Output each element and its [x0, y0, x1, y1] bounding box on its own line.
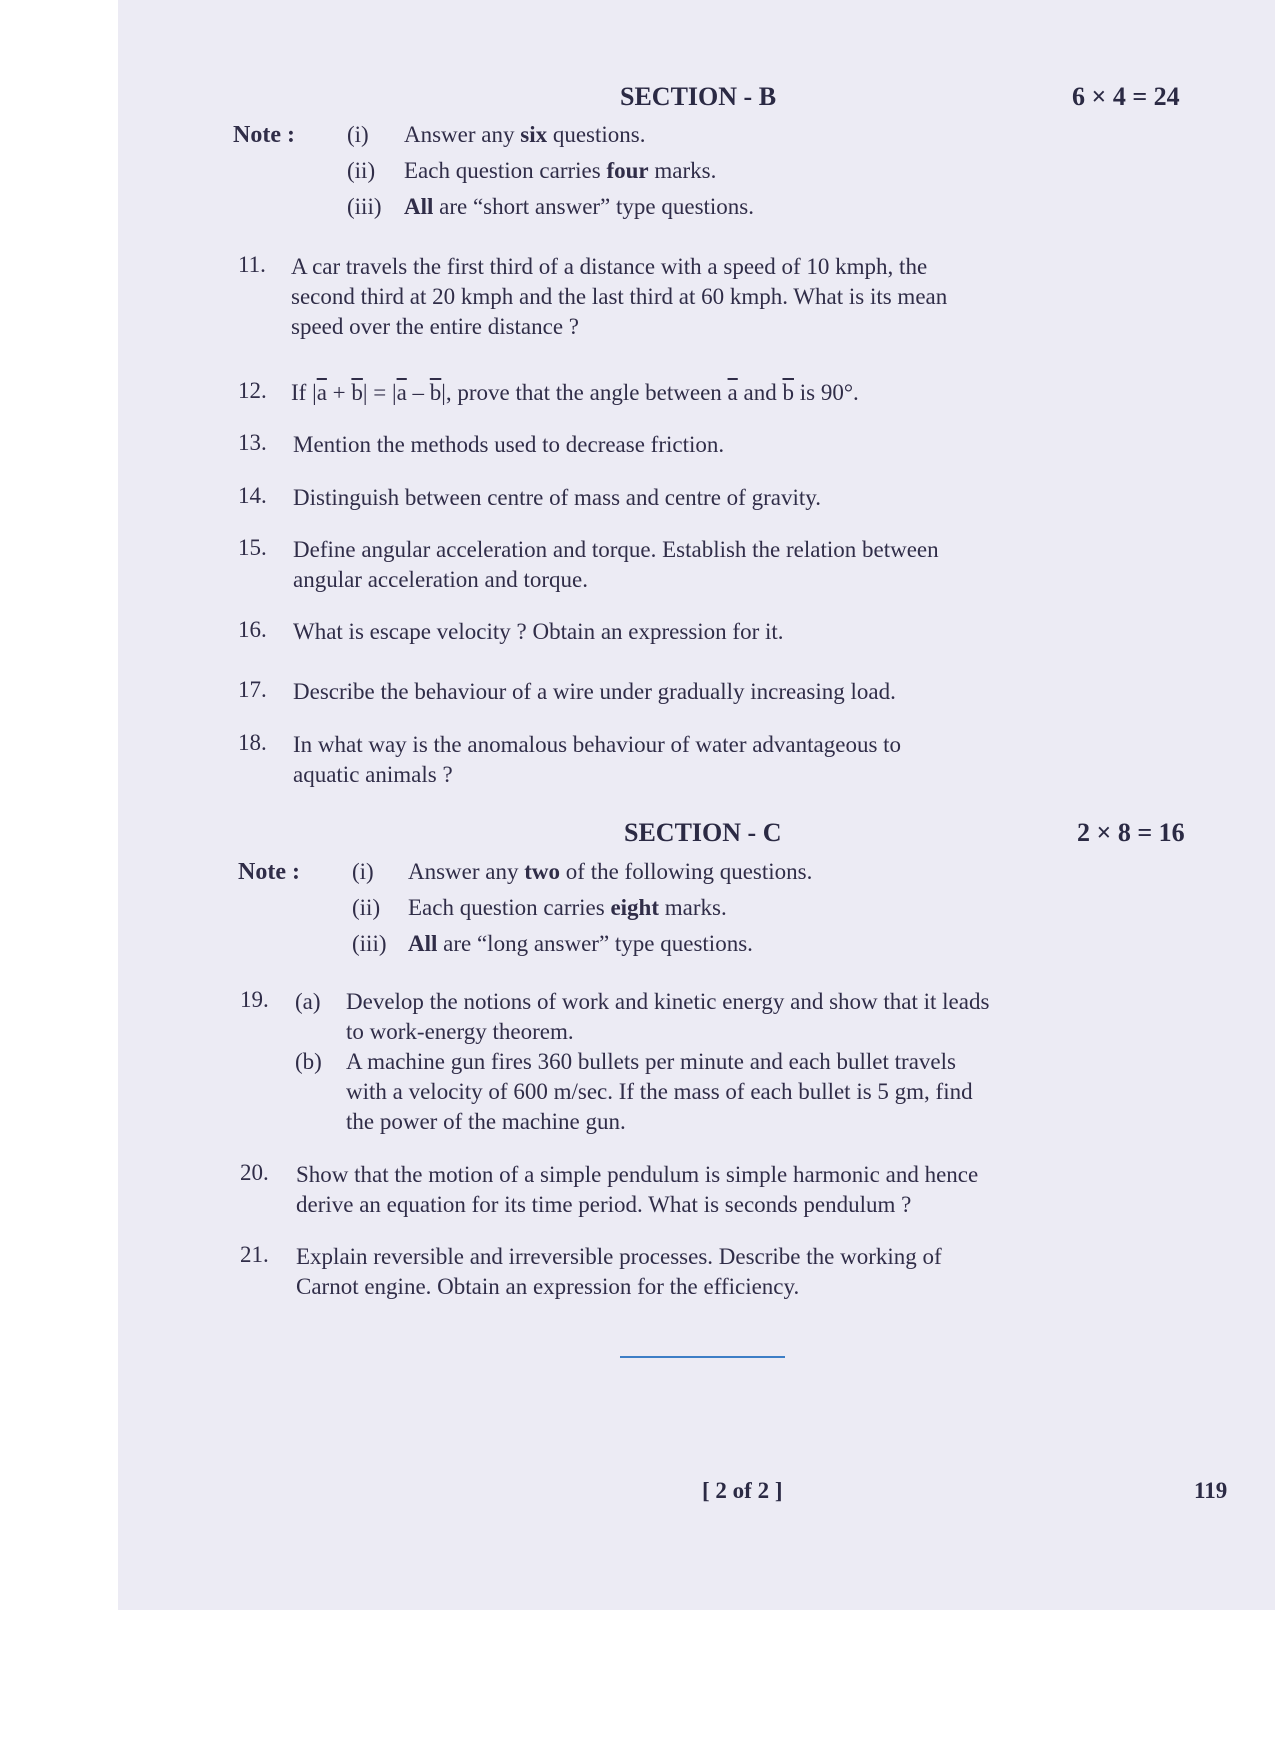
- q13-number: 13.: [238, 430, 267, 455]
- section-b-note-1: Answer any six questions.: [404, 122, 646, 147]
- section-c-note-1-num: (i): [352, 859, 374, 884]
- q11-number: 11.: [238, 252, 266, 277]
- q20-number: 20.: [240, 1160, 269, 1185]
- section-b-note-2: Each question carries four marks.: [404, 158, 717, 183]
- q17-text: Describe the behaviour of a wire under gradually increasing load.: [293, 679, 896, 704]
- q19-b-label: (b): [295, 1049, 322, 1074]
- q11-line-2: second third at 20 kmph and the last third at 60 kmph. What is its mean: [291, 284, 948, 309]
- section-c-title: SECTION - C: [624, 818, 782, 847]
- q21-number: 21.: [240, 1242, 269, 1267]
- q20-line-2: derive an equation for its time period. What is seconds pendulum ?: [296, 1192, 912, 1217]
- page-indicator: [ 2 of 2 ]: [702, 1478, 783, 1503]
- q19-a-line-2: to work-energy theorem.: [346, 1019, 574, 1044]
- section-b-note-1-num: (i): [347, 122, 369, 147]
- section-b-note-label: Note :: [233, 122, 295, 148]
- q11-line-1: A car travels the first third of a distance with a speed of 10 kmph, the: [291, 254, 928, 279]
- section-b-marks: 6 × 4 = 24: [1072, 82, 1180, 111]
- q18-number: 18.: [238, 730, 267, 755]
- q15-line-2: angular acceleration and torque.: [293, 567, 589, 592]
- section-b-title: SECTION - B: [620, 82, 777, 111]
- q15-number: 15.: [238, 535, 267, 560]
- q21-line-2: Carnot engine. Obtain an expression for the efficiency.: [296, 1274, 800, 1299]
- q15-line-1: Define angular acceleration and torque. Establish the relation between: [293, 537, 939, 562]
- paper-code: 119: [1194, 1478, 1228, 1503]
- q19-a-label: (a): [295, 989, 321, 1014]
- exam-page: [118, 0, 1275, 1610]
- q16-text: What is escape velocity ? Obtain an expression for it.: [293, 619, 784, 644]
- end-of-paper-rule: [620, 1356, 785, 1358]
- q14-number: 14.: [238, 483, 267, 508]
- q12-text: If $|\overline{a} + \overline{b}| = |\overline{a} - \overline{b}|$, prove that the angle between $\overline{a}$ and $\overline{b}$ is 90°.: [291, 380, 859, 405]
- q19-number: 19.: [240, 987, 269, 1012]
- section-c-note-3: All are “long answer” type questions.: [408, 931, 753, 956]
- q14-text: Distinguish between centre of mass and centre of gravity.: [293, 485, 821, 510]
- q20-line-1: Show that the motion of a simple pendulum is simple harmonic and hence: [296, 1162, 979, 1187]
- section-b-note-3: All are “short answer” type questions.: [404, 194, 755, 219]
- section-b-note-2-num: (ii): [347, 158, 376, 183]
- section-b-note-3-num: (iii): [347, 194, 382, 219]
- section-c-note-label: Note :: [238, 859, 300, 885]
- section-c-note-2-num: (ii): [352, 895, 381, 920]
- q18-line-1: In what way is the anomalous behaviour of water advantageous to: [293, 732, 902, 757]
- section-c-marks: 2 × 8 = 16: [1077, 818, 1185, 847]
- q19-a-line-1: Develop the notions of work and kinetic energy and show that it leads: [346, 989, 990, 1014]
- q19-b-line-1: A machine gun fires 360 bullets per minute and each bullet travels: [346, 1049, 956, 1074]
- q13-text: Mention the methods used to decrease friction.: [293, 432, 725, 457]
- q21-line-1: Explain reversible and irreversible processes. Describe the working of: [296, 1244, 942, 1269]
- q18-line-2: aquatic animals ?: [293, 762, 453, 787]
- q17-number: 17.: [238, 677, 267, 702]
- q19-b-line-2: with a velocity of 600 m/sec. If the mass of each bullet is 5 gm, find: [346, 1079, 973, 1104]
- section-c-note-2: Each question carries eight marks.: [408, 895, 727, 920]
- q11-line-3: speed over the entire distance ?: [291, 314, 580, 339]
- q16-number: 16.: [238, 617, 267, 642]
- section-c-note-3-num: (iii): [352, 931, 387, 956]
- section-c-note-1: Answer any two of the following questions.: [408, 859, 813, 884]
- q19-b-line-3: the power of the machine gun.: [346, 1109, 626, 1134]
- q12-number: 12.: [238, 378, 267, 403]
